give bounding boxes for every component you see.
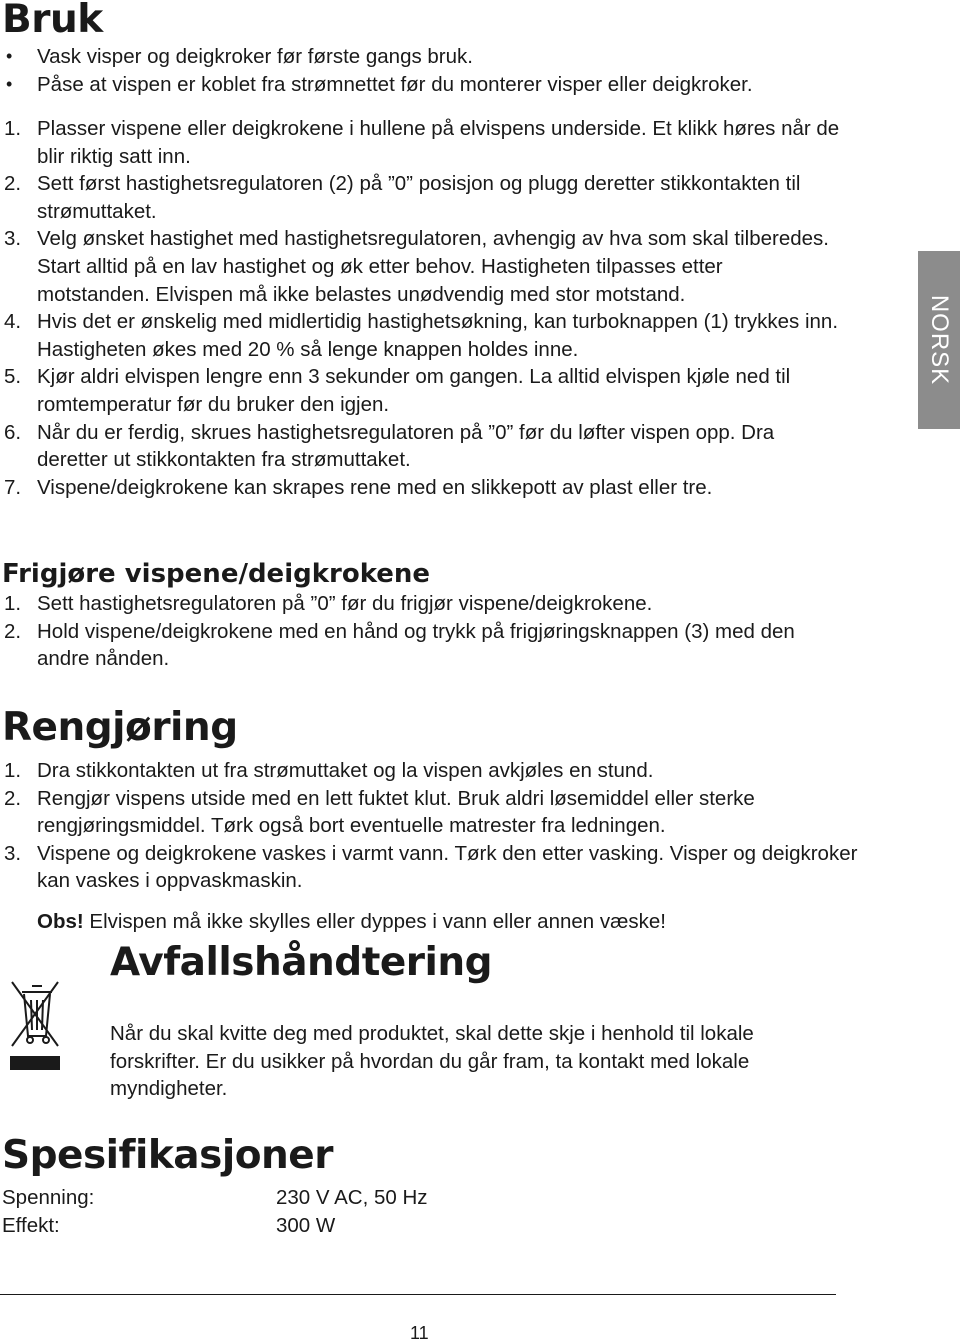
step-text: Velg ønsket hastighet med hastighetsregulatoren, avhengig av hva som skal tilberedes. Start alltid på en lav hastighet og øk etter behov. Hastigheten tilpasses etter motstanden. Elvispen må ikke belastes unødvendig med stor motstand. — [37, 227, 829, 306]
step-text: Rengjør vispens utside med en lett fuktet klut. Bruk aldri løsemiddel eller sterke rengjøringsmiddel. Tørk også bort eventuelle matrester fra ledningen. — [37, 786, 755, 838]
step-number: 5. — [4, 365, 22, 389]
rengjoring-step-list — [0, 757, 860, 895]
list-item — [0, 474, 840, 502]
step-text: Sett hastighetsregulatoren på ”0” før du frigjør vispene/deigkrokene. — [37, 592, 653, 615]
list-item — [0, 840, 860, 895]
list-item — [0, 363, 840, 418]
obs-warning — [37, 908, 897, 936]
list-item: • Påse at vispen er koblet fra strømnettet før du monterer visper eller deigkroker. — [0, 71, 900, 99]
step-text: Dra stikkontakten ut fra strømuttaket og la vispen avkjøles en stund. — [37, 759, 654, 782]
spec-label: Effekt: — [2, 1214, 60, 1237]
frigjore-step-list — [0, 590, 840, 673]
step-text: Vispene/deigkrokene kan skrapes rene med en slikkepott av plast eller tre. — [37, 475, 713, 499]
spec-value: 230 V AC, 50 Hz — [276, 1186, 428, 1209]
step-text: Kjør aldri elvispen lengre enn 3 sekunder om gangen. La alltid elvispen kjøle ned til romtemperatur før du bruker den igjen. — [37, 365, 791, 416]
obs-label: Obs! — [37, 910, 84, 933]
bruk-bullet-list — [0, 43, 900, 98]
step-text: Plasser vispene eller deigkrokene i hullene på elvispens underside. Et klikk høres når de blir riktig satt inn. — [37, 117, 840, 168]
list-item — [0, 419, 840, 474]
step-number: 7. — [4, 475, 22, 499]
step-text: Hvis det er ønskelig med midlertidig hastighetsøkning, kan turboknappen (1) trykkes inn. Hastigheten økes med 20 % så lenge knappen holdes inne. — [37, 310, 839, 361]
list-item — [0, 590, 840, 618]
step-number: 4. — [4, 310, 22, 334]
spec-row — [2, 1212, 602, 1240]
spec-value: 300 W — [276, 1214, 336, 1237]
step-number: 1. — [4, 117, 22, 140]
step-number: 2. — [4, 786, 22, 810]
spec-label: Spenning: — [2, 1186, 95, 1209]
list-item: • Vask visper og deigkroker før første gangs bruk. — [0, 43, 900, 71]
section-title-spesifikasjoner: Spesifikasjoner — [2, 1133, 333, 1178]
step-number: 2. — [4, 172, 22, 196]
step-number: 1. — [4, 759, 22, 782]
step-text: Vispene og deigkrokene vaskes i varmt vann. Tørk den etter vasking. Visper og deigkroker kan vaskes i oppvaskmaskin. — [37, 841, 858, 893]
section-title-rengjoring: Rengjøring — [2, 705, 238, 750]
step-text: Sett først hastighetsregulatoren (2) på ”0” posisjon og plugg deretter stikkontakten til strømuttaket. — [37, 172, 801, 223]
section-title-frigjore: Frigjøre vispene/deigkrokene — [2, 559, 431, 589]
step-number: 1. — [4, 592, 22, 615]
obs-text: Elvispen må ikke skylles eller dyppes i vann eller annen væske! — [83, 910, 666, 933]
step-text: Hold vispene/deigkrokene med en hånd og trykk på frigjøringsknappen (3) med den andre nånden. — [37, 619, 795, 671]
list-item — [0, 115, 840, 170]
list-item — [0, 757, 860, 785]
step-number: 6. — [4, 420, 22, 444]
step-text: Når du er ferdig, skrues hastighetsregulatoren på ”0” før du løfter vispen opp. Dra deretter ut stikkontakten fra strømuttaket. — [37, 420, 775, 472]
list-item — [0, 618, 840, 673]
bullet-marker: • — [6, 73, 13, 94]
step-number: 3. — [4, 227, 22, 251]
language-side-tab — [918, 251, 960, 429]
list-item — [0, 170, 840, 225]
crossed-out-wheelie-bin-icon — [8, 978, 62, 1072]
list-item — [0, 225, 840, 308]
section-title-avfall: Avfallshåndtering — [110, 940, 493, 985]
language-label: NORSK — [926, 294, 954, 386]
bruk-step-list — [0, 115, 840, 501]
bullet-marker: • — [6, 46, 13, 66]
section-title-bruk: Bruk — [2, 0, 103, 42]
spec-row — [2, 1184, 602, 1212]
footer-divider — [0, 1294, 836, 1295]
avfall-text: Når du skal kvitte deg med produktet, skal dette skje i henhold til lokale forskrifter. Er du usikker på hvordan du går fram, ta kontakt med lokale myndigheter. — [110, 1022, 754, 1101]
list-item — [0, 785, 860, 840]
list-item — [0, 308, 840, 363]
step-number: 2. — [4, 619, 22, 643]
step-number: 3. — [4, 841, 22, 865]
page-number: 11 — [410, 1323, 429, 1343]
